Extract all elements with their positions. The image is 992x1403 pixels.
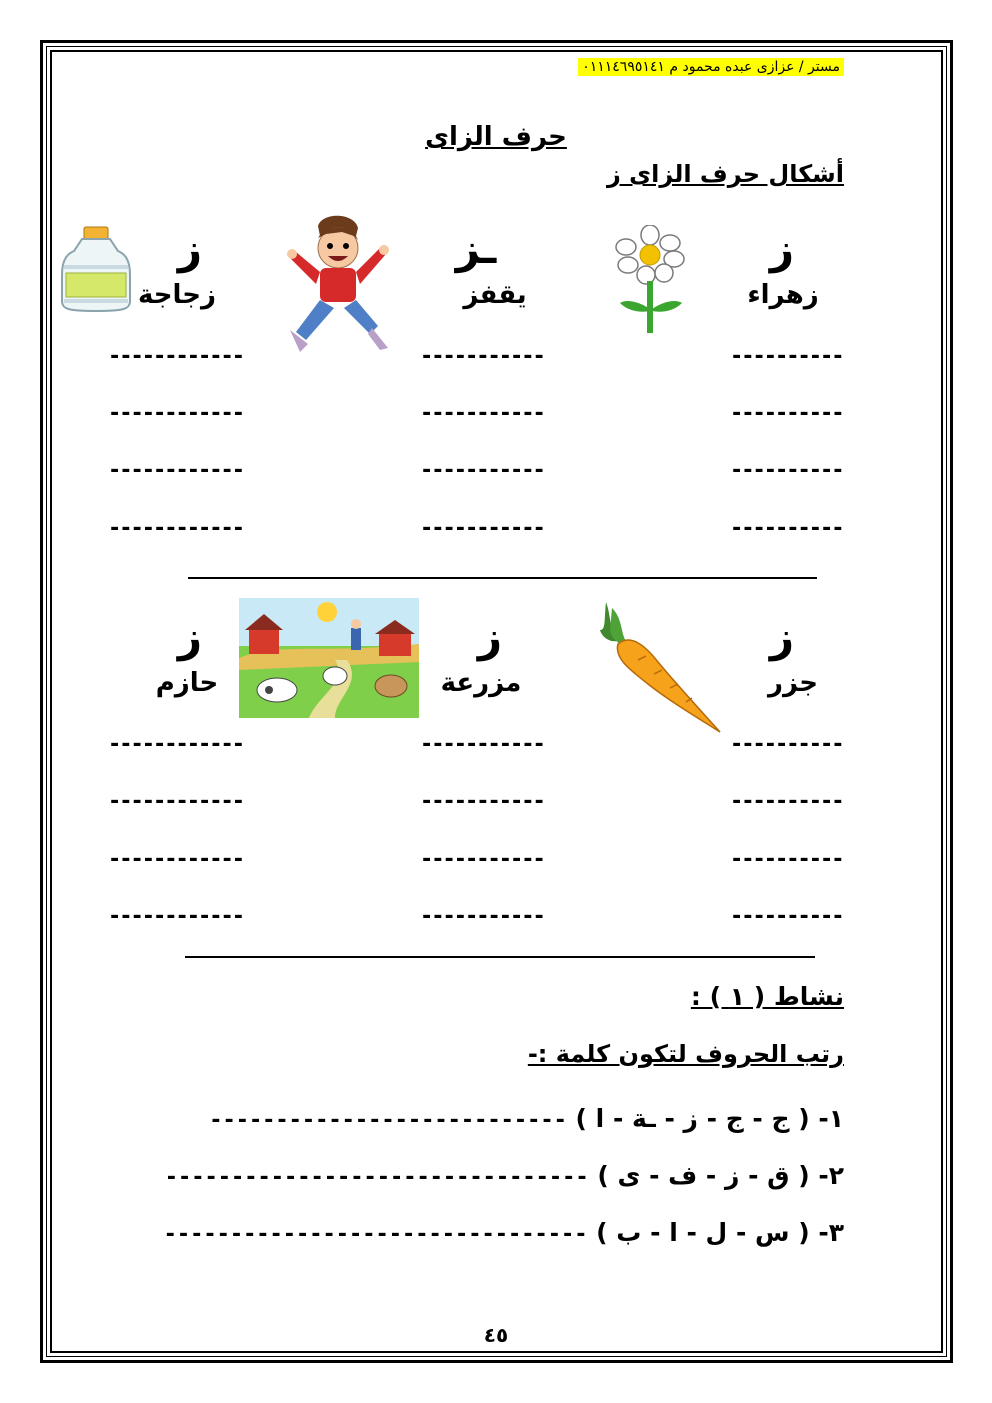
exercise-letters: ٢- ( ق - ز - ف - ى ) <box>597 1161 844 1190</box>
word-yaqfiz: يقفز <box>463 280 527 310</box>
word-hazem: حازم <box>155 668 219 698</box>
dash-line: ----------- <box>420 344 544 369</box>
letter-zai-3: ز <box>177 224 203 273</box>
dash-line: ----------- <box>420 401 544 426</box>
dash-line: ---------- <box>730 401 843 426</box>
word-jazar: جزر <box>768 668 818 698</box>
dash-line: ---------- <box>730 344 843 369</box>
page-title: حرف الزاى <box>425 122 567 152</box>
letter-zai-4: ز <box>769 612 795 661</box>
letter-zai-2: ـز <box>455 224 497 273</box>
exercise-letters: ٣- ( س - ل - ا - ب ) <box>596 1218 844 1247</box>
word-mazraa: مزرعة <box>440 668 522 698</box>
dash-line: ---------- <box>730 458 843 483</box>
teacher-note: مستر / عزازى عبده محمود م ٠١١١٤٦٩٥١٤١ <box>578 58 844 76</box>
dash-line: ----------- <box>420 516 544 541</box>
answer-line[interactable]: --------------------------- <box>209 1108 567 1133</box>
page-number: ٤٥ <box>483 1323 509 1347</box>
dash-line: ------------ <box>108 401 243 426</box>
activity-title: نشاط ( ١ ) : <box>690 982 844 1011</box>
dash-line: ------------ <box>108 732 243 757</box>
word-zujaja: زجاجة <box>138 280 216 310</box>
dash-line: ------------ <box>108 516 243 541</box>
dash-line: ------------ <box>108 789 243 814</box>
letter-zai-5: ز <box>477 612 503 661</box>
section-divider <box>185 956 815 958</box>
dash-line: ---------- <box>730 516 843 541</box>
subtitle: أشكال حرف الزاى ز <box>607 160 844 188</box>
answer-line[interactable]: -------------------------------- <box>163 1222 588 1247</box>
carrot-image <box>598 600 722 734</box>
letter-zai-6: ز <box>177 612 203 661</box>
dash-line: ------------ <box>108 847 243 872</box>
dash-line: ----------- <box>420 789 544 814</box>
exercise-item-2 <box>165 1163 844 1189</box>
dash-line: ------------ <box>108 458 243 483</box>
answer-line[interactable]: -------------------------------- <box>164 1165 589 1190</box>
dash-line: ------------ <box>108 344 243 369</box>
dash-line: ----------- <box>420 847 544 872</box>
flower-image <box>610 225 690 337</box>
letter-zai-1: ز <box>769 224 795 273</box>
dash-line: ------------ <box>108 904 243 929</box>
dash-line: ---------- <box>730 847 843 872</box>
farm-image <box>239 598 419 718</box>
jumping-boy-image <box>282 212 394 362</box>
dash-line: ---------- <box>730 789 843 814</box>
word-zahraa: زهراء <box>747 280 819 310</box>
dash-line: ----------- <box>420 732 544 757</box>
water-bottle-image <box>60 225 132 313</box>
exercise-item-1 <box>209 1106 844 1132</box>
dash-line: ----------- <box>420 458 544 483</box>
dash-line: ---------- <box>730 904 843 929</box>
dash-line: ---------- <box>730 732 843 757</box>
exercise-item-3 <box>164 1220 844 1246</box>
dash-line: ----------- <box>420 904 544 929</box>
activity-instruction: رتب الحروف لتكون كلمة :- <box>527 1040 844 1068</box>
exercise-letters: ١- ( ج - ج - ز - ـة - ا ) <box>575 1104 844 1133</box>
section-divider <box>188 577 817 579</box>
